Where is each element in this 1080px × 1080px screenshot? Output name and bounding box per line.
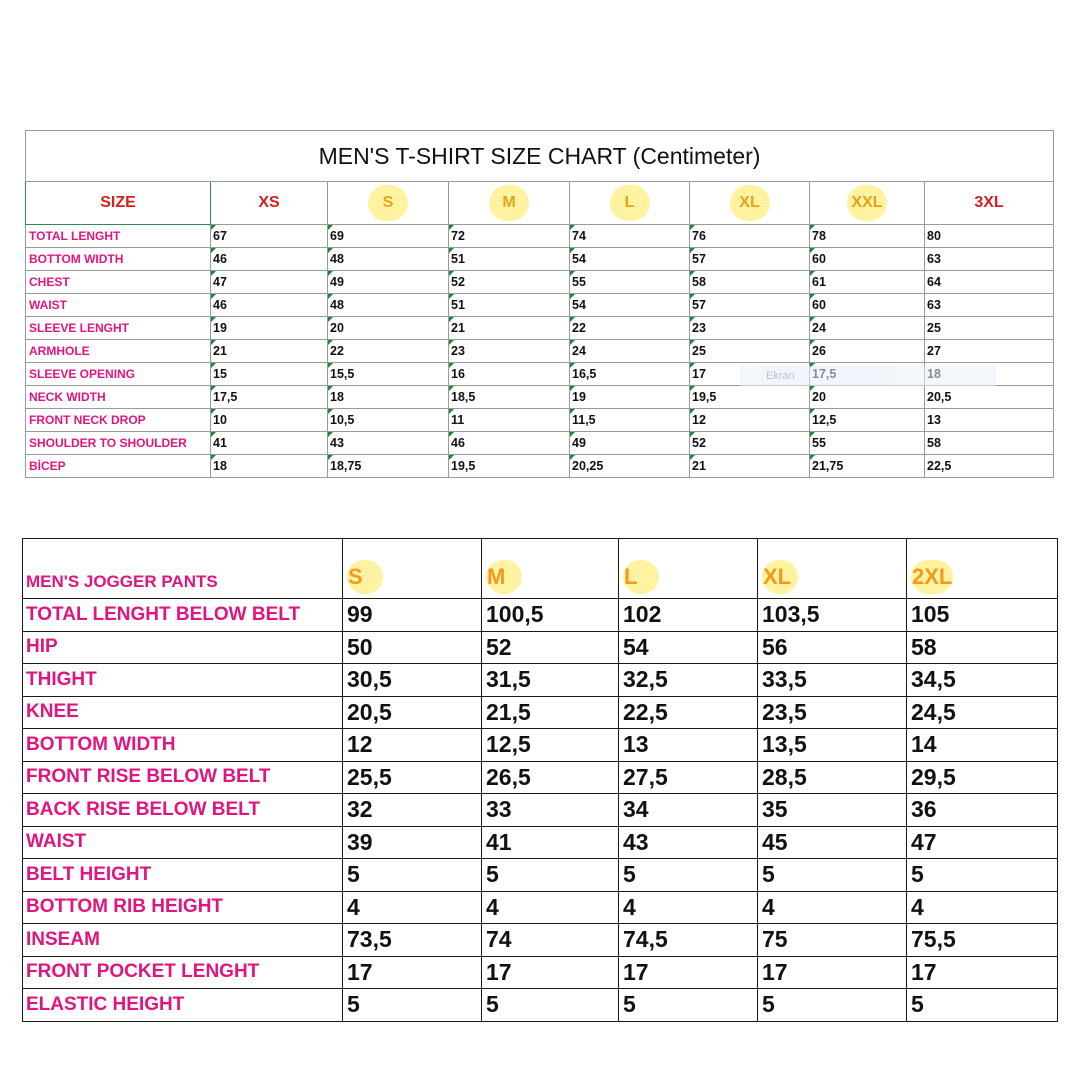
cell-value[interactable]: 16,5 [570, 363, 690, 386]
cell-value[interactable]: 22 [570, 317, 690, 340]
row-label: WAIST [23, 826, 343, 859]
cell-value[interactable]: 55 [570, 271, 690, 294]
cell-value: 73,5 [343, 924, 482, 957]
cell-value[interactable]: 11 [449, 409, 570, 432]
size-label: XS [258, 194, 280, 211]
cell-value[interactable]: 18 [211, 455, 328, 478]
cell-value[interactable]: 54 [570, 294, 690, 317]
table-row [23, 989, 1058, 1022]
cell-value: 5 [758, 989, 907, 1022]
cell-value[interactable]: 19,5 [449, 455, 570, 478]
cell-value[interactable]: 57 [690, 248, 810, 271]
cell-value: 5 [343, 859, 482, 892]
cell-value[interactable]: 19 [570, 386, 690, 409]
row-label: ELASTIC HEIGHT [23, 989, 343, 1022]
cell-value: 32,5 [619, 664, 758, 697]
size-label: L [610, 185, 650, 221]
table-row [23, 696, 1058, 729]
cell-value[interactable]: 46 [449, 432, 570, 455]
cell-value[interactable]: 63 [925, 248, 1054, 271]
cell-value: 34,5 [907, 664, 1058, 697]
cell-value[interactable]: 21 [690, 455, 810, 478]
cell-value[interactable]: 24 [810, 317, 925, 340]
cell-value: 13 [619, 729, 758, 762]
cell-value: 5 [907, 989, 1058, 1022]
row-label: TOTAL LENGHT [26, 225, 211, 248]
cell-value[interactable]: 69 [328, 225, 449, 248]
table-row [26, 248, 1054, 271]
cell-value[interactable]: 18 [328, 386, 449, 409]
size-label: 2XL [911, 560, 953, 594]
cell-value: 13,5 [758, 729, 907, 762]
cell-value: 4 [482, 891, 619, 924]
cell-value: 41 [482, 826, 619, 859]
cell-value: 29,5 [907, 761, 1058, 794]
cell-value[interactable]: 80 [925, 225, 1054, 248]
cell-value: 33 [482, 794, 619, 827]
row-label: BELT HEIGHT [23, 859, 343, 892]
cell-value: 17 [758, 956, 907, 989]
cell-value: 17 [619, 956, 758, 989]
cell-value[interactable]: 10 [211, 409, 328, 432]
cell-value[interactable]: 49 [570, 432, 690, 455]
cell-value[interactable]: 24 [570, 340, 690, 363]
cell-value: 17 [482, 956, 619, 989]
cell-value[interactable]: 17,5 [211, 386, 328, 409]
cell-value[interactable]: 55 [810, 432, 925, 455]
cell-value[interactable]: 23 [690, 317, 810, 340]
jogger-size-header-xl [758, 539, 907, 599]
cell-value[interactable]: 43 [328, 432, 449, 455]
cell-value[interactable]: 22 [328, 340, 449, 363]
size-label: XL [730, 185, 770, 221]
cell-value[interactable]: 26 [810, 340, 925, 363]
cell-value[interactable]: 20 [810, 386, 925, 409]
cell-value: 105 [907, 599, 1058, 632]
size-label: S [347, 560, 383, 594]
cell-value: 31,5 [482, 664, 619, 697]
tshirt-size-chart [25, 130, 1054, 478]
cell-value: 5 [907, 859, 1058, 892]
cell-value: 47 [907, 826, 1058, 859]
cell-value[interactable]: 19,5 [690, 386, 810, 409]
jogger-size-header-m [482, 539, 619, 599]
row-label: WAIST [26, 294, 211, 317]
cell-value: 5 [343, 989, 482, 1022]
size-label: S [368, 185, 408, 221]
cell-value: 54 [619, 631, 758, 664]
table-row [26, 386, 1054, 409]
cell-value: 17 [343, 956, 482, 989]
cell-value[interactable]: 12,5 [810, 409, 925, 432]
cell-value[interactable]: 61 [810, 271, 925, 294]
jogger-chart-title: MEN'S JOGGER PANTS [23, 539, 343, 599]
cell-value[interactable]: 16 [449, 363, 570, 386]
row-label: CHEST [26, 271, 211, 294]
cell-value[interactable]: 20 [328, 317, 449, 340]
size-label: M [489, 185, 529, 221]
size-header-xxl [810, 182, 925, 225]
cell-value[interactable]: 15,5 [328, 363, 449, 386]
cell-value[interactable]: 17 [690, 363, 810, 386]
cell-value: 36 [907, 794, 1058, 827]
cell-value: 5 [619, 859, 758, 892]
table-row [26, 340, 1054, 363]
size-header-s [328, 182, 449, 225]
cell-value[interactable]: 52 [690, 432, 810, 455]
jogger-size-header-l [619, 539, 758, 599]
size-label: M [486, 560, 522, 594]
row-label: BOTTOM RIB HEIGHT [23, 891, 343, 924]
cell-value: 32 [343, 794, 482, 827]
tshirt-size-header-row [26, 182, 1054, 225]
cell-value[interactable]: 51 [449, 248, 570, 271]
cell-value: 5 [619, 989, 758, 1022]
cell-value: 17 [907, 956, 1058, 989]
cell-value[interactable]: 18,5 [449, 386, 570, 409]
size-header-m [449, 182, 570, 225]
table-row [23, 794, 1058, 827]
row-label: BİCEP [26, 455, 211, 478]
cell-value[interactable]: 21,75 [810, 455, 925, 478]
cell-value: 20,5 [343, 696, 482, 729]
cell-value[interactable]: 58 [925, 432, 1054, 455]
cell-value[interactable]: 12 [690, 409, 810, 432]
cell-value: 50 [343, 631, 482, 664]
table-row [23, 956, 1058, 989]
cell-value: 45 [758, 826, 907, 859]
cell-value[interactable]: 23 [449, 340, 570, 363]
cell-value: 4 [907, 891, 1058, 924]
cell-value: 34 [619, 794, 758, 827]
cell-value[interactable]: 25 [690, 340, 810, 363]
cell-value: 75,5 [907, 924, 1058, 957]
cell-value[interactable]: 15 [211, 363, 328, 386]
cell-value[interactable]: 58 [690, 271, 810, 294]
table-row [23, 761, 1058, 794]
cell-value: 30,5 [343, 664, 482, 697]
jogger-size-header-2xl [907, 539, 1058, 599]
row-label: SLEEVE LENGHT [26, 317, 211, 340]
table-row [23, 826, 1058, 859]
cell-value: 43 [619, 826, 758, 859]
row-label: FRONT NECK DROP [26, 409, 211, 432]
cell-value[interactable]: 46 [211, 294, 328, 317]
cell-value: 99 [343, 599, 482, 632]
cell-value: 75 [758, 924, 907, 957]
popup-text: Ekran [766, 370, 795, 382]
cell-value: 4 [758, 891, 907, 924]
cell-value: 58 [907, 631, 1058, 664]
row-label: SLEEVE OPENING [26, 363, 211, 386]
cell-value: 74 [482, 924, 619, 957]
cell-value[interactable]: 76 [690, 225, 810, 248]
cell-value[interactable]: 21 [211, 340, 328, 363]
cell-value: 12 [343, 729, 482, 762]
cell-value: 12,5 [482, 729, 619, 762]
cell-value[interactable]: 20,25 [570, 455, 690, 478]
row-label: KNEE [23, 696, 343, 729]
cell-value: 22,5 [619, 696, 758, 729]
cell-value[interactable]: 19 [211, 317, 328, 340]
cell-value: 5 [482, 859, 619, 892]
table-row [26, 225, 1054, 248]
jogger-size-header-s [343, 539, 482, 599]
cell-value: 25,5 [343, 761, 482, 794]
size-header-xl [690, 182, 810, 225]
size-label: XL [762, 560, 798, 594]
cell-value: 4 [343, 891, 482, 924]
row-label: FRONT RISE BELOW BELT [23, 761, 343, 794]
table-row [26, 409, 1054, 432]
cell-value[interactable]: 57 [690, 294, 810, 317]
row-label: BOTTOM WIDTH [26, 248, 211, 271]
cell-value: 35 [758, 794, 907, 827]
table-row [23, 729, 1058, 762]
cell-value[interactable]: 25 [925, 317, 1054, 340]
cell-value[interactable]: 72 [449, 225, 570, 248]
cell-value[interactable]: 49 [328, 271, 449, 294]
cell-value[interactable]: 64 [925, 271, 1054, 294]
cell-value: 27,5 [619, 761, 758, 794]
cell-value[interactable]: 74 [570, 225, 690, 248]
cell-value: 5 [758, 859, 907, 892]
row-label: THIGHT [23, 664, 343, 697]
table-row [23, 664, 1058, 697]
size-header-xs [211, 182, 328, 225]
cell-value[interactable]: 60 [810, 248, 925, 271]
size-label: XXL [847, 185, 887, 221]
row-label: TOTAL LENGHT BELOW BELT [23, 599, 343, 632]
cell-value: 74,5 [619, 924, 758, 957]
cell-value[interactable]: 10,5 [328, 409, 449, 432]
cell-value: 103,5 [758, 599, 907, 632]
cell-value[interactable]: 20,5 [925, 386, 1054, 409]
table-row [26, 294, 1054, 317]
cell-value[interactable]: 22,5 [925, 455, 1054, 478]
row-label: ARMHOLE [26, 340, 211, 363]
cell-value: 26,5 [482, 761, 619, 794]
cell-value[interactable]: 13 [925, 409, 1054, 432]
cell-value[interactable]: 48 [328, 294, 449, 317]
table-row [26, 271, 1054, 294]
cell-value: 4 [619, 891, 758, 924]
cell-value: 24,5 [907, 696, 1058, 729]
size-header-l [570, 182, 690, 225]
table-row [23, 859, 1058, 892]
cell-value[interactable]: 21 [449, 317, 570, 340]
cell-value[interactable]: 78 [810, 225, 925, 248]
row-label: HIP [23, 631, 343, 664]
size-header-3xl [925, 182, 1054, 225]
cell-value[interactable]: 67 [211, 225, 328, 248]
table-row [23, 631, 1058, 664]
table-row [26, 455, 1054, 478]
cell-value[interactable]: 27 [925, 340, 1054, 363]
size-label: 3XL [974, 194, 1004, 211]
table-row [23, 891, 1058, 924]
faint-popup-overlay [740, 366, 996, 386]
jogger-pants-size-chart [22, 538, 1058, 1022]
table-row [23, 599, 1058, 632]
cell-value: 33,5 [758, 664, 907, 697]
cell-value: 52 [482, 631, 619, 664]
cell-value: 23,5 [758, 696, 907, 729]
cell-value[interactable]: 48 [328, 248, 449, 271]
table-row [26, 317, 1054, 340]
cell-value[interactable]: 54 [570, 248, 690, 271]
cell-value[interactable]: 60 [810, 294, 925, 317]
cell-value[interactable]: 51 [449, 294, 570, 317]
row-label: INSEAM [23, 924, 343, 957]
cell-value[interactable]: 11,5 [570, 409, 690, 432]
cell-value[interactable]: 47 [211, 271, 328, 294]
cell-value: 28,5 [758, 761, 907, 794]
cell-value: 5 [482, 989, 619, 1022]
cell-value: 100,5 [482, 599, 619, 632]
cell-value: 102 [619, 599, 758, 632]
cell-value: 21,5 [482, 696, 619, 729]
tshirt-chart-title: MEN'S T-SHIRT SIZE CHART (Centimeter) [26, 131, 1054, 182]
jogger-size-header-row [23, 539, 1058, 599]
cell-value: 39 [343, 826, 482, 859]
row-label: BOTTOM WIDTH [23, 729, 343, 762]
table-row [23, 924, 1058, 957]
cell-value[interactable]: 46 [211, 248, 328, 271]
cell-value[interactable]: 63 [925, 294, 1054, 317]
cell-value[interactable]: 52 [449, 271, 570, 294]
size-label: L [623, 560, 659, 594]
cell-value: 56 [758, 631, 907, 664]
row-label: FRONT POCKET LENGHT [23, 956, 343, 989]
row-label: SHOULDER TO SHOULDER [26, 432, 211, 455]
cell-value[interactable]: 41 [211, 432, 328, 455]
table-row [26, 432, 1054, 455]
row-label: NECK WIDTH [26, 386, 211, 409]
cell-value[interactable]: 18,75 [328, 455, 449, 478]
size-header-label[interactable]: SIZE [26, 182, 211, 225]
row-label: BACK RISE BELOW BELT [23, 794, 343, 827]
cell-value: 14 [907, 729, 1058, 762]
